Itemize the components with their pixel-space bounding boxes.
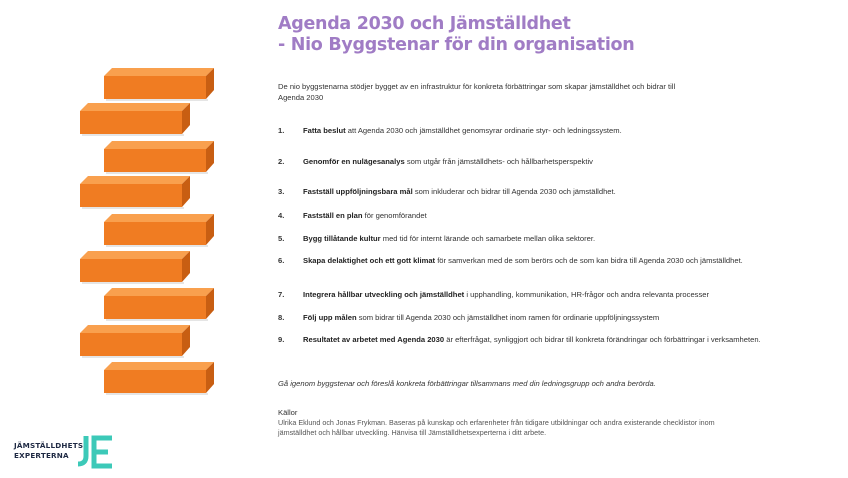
brick-icon (99, 141, 229, 175)
brick-icon (99, 214, 229, 248)
sources-heading: Källor (278, 408, 298, 417)
item-title: Fastställ en plan (303, 211, 363, 220)
item-number: 9. (278, 335, 285, 344)
item-number: 7. (278, 290, 285, 299)
brick-icon (75, 176, 205, 210)
logo (14, 436, 114, 472)
item-description: för samverkan med de som berörs och de som kan bidra till Agenda 2030 och jämställdhet. (435, 256, 743, 265)
sources (278, 408, 748, 438)
item-number: 6. (278, 256, 285, 265)
item-number: 2. (278, 157, 285, 166)
item-title: Skapa delaktighet och ett gott klimat (303, 256, 436, 265)
item-text (303, 233, 763, 244)
item-text (303, 255, 763, 266)
item-title: Följ upp målen (303, 313, 357, 322)
item-text (303, 334, 763, 345)
logo-mark-icon (78, 434, 118, 470)
item-title: Fastställ uppföljningsbara mål (303, 187, 413, 196)
item-text (303, 125, 763, 136)
item-title: Genomför en nulägesanalys (303, 157, 405, 166)
item-number: 1. (278, 126, 285, 135)
brick-icon (99, 288, 229, 322)
item-description: för genomförandet (362, 211, 427, 220)
title-line-2: - Nio Byggstenar för din organisation (278, 35, 635, 55)
item-number: 4. (278, 211, 285, 220)
sources-text: Ulrika Eklund och Jonas Frykman. Baseras på kunskap och erfarenheter från tidigare utbildningar och andra existerande checklistor inom jämställdhet och hållbar utveckling. Hänvisa till Jämställdhetsexperterna i ditt arbete. (278, 418, 715, 437)
item-text (303, 210, 763, 221)
item-title: Resultatet av arbetet med Agenda 2030 (303, 335, 445, 344)
item-text (303, 156, 763, 167)
item-description: att Agenda 2030 och jämställdhet genomsyrar ordinarie styr- och ledningssystem. (345, 126, 622, 135)
brick-icon (75, 251, 205, 285)
brick-icon (99, 68, 229, 102)
item-number: 5. (278, 234, 285, 243)
item-title: Fatta beslut (303, 126, 346, 135)
item-title: Bygg tillåtande kultur (303, 234, 381, 243)
item-description: i upphandling, kommunikation, HR-frågor och andra relevanta processer (464, 290, 710, 299)
closing-text: Gå igenom byggstenar och föreslå konkreta förbättringar tillsammans med din ledningsgrupp och andra berörda. (278, 379, 656, 388)
intro-text: De nio byggstenarna stödjer bygget av en infrastruktur för konkreta förbättringar som skapar jämställdhet och bidrar till Agenda 2030 (278, 82, 676, 102)
item-text (303, 186, 763, 197)
item-description: är efterfrågat, synliggjort och bidrar till konkreta förändringar och förbättringar i verksamheten. (444, 335, 761, 344)
brick-icon (99, 362, 229, 396)
item-description: som utgår från jämställdhets- och hållbarhetsperspektiv (404, 157, 593, 166)
logo-line-2: EXPERTERNA (14, 451, 69, 460)
brick-icon (75, 103, 205, 137)
item-text (303, 312, 763, 323)
logo-line-1: JÄMSTÄLLDHETS (14, 441, 84, 450)
item-number: 8. (278, 313, 285, 322)
item-text (303, 289, 763, 300)
item-title: Integrera hållbar utveckling och jämställdhet (303, 290, 465, 299)
item-description: som bidrar till Agenda 2030 och jämställdhet inom ramen för ordinarie uppföljningssystem (356, 313, 660, 322)
item-description: som inkluderar och bidrar till Agenda 2030 och jämställdhet. (412, 187, 616, 196)
title-line-1: Agenda 2030 och Jämställdhet (278, 14, 571, 34)
item-number: 3. (278, 187, 285, 196)
page-title (278, 14, 798, 56)
item-description: med tid för internt lärande och samarbete mellan olika sektorer. (380, 234, 596, 243)
brick-icon (75, 325, 205, 359)
